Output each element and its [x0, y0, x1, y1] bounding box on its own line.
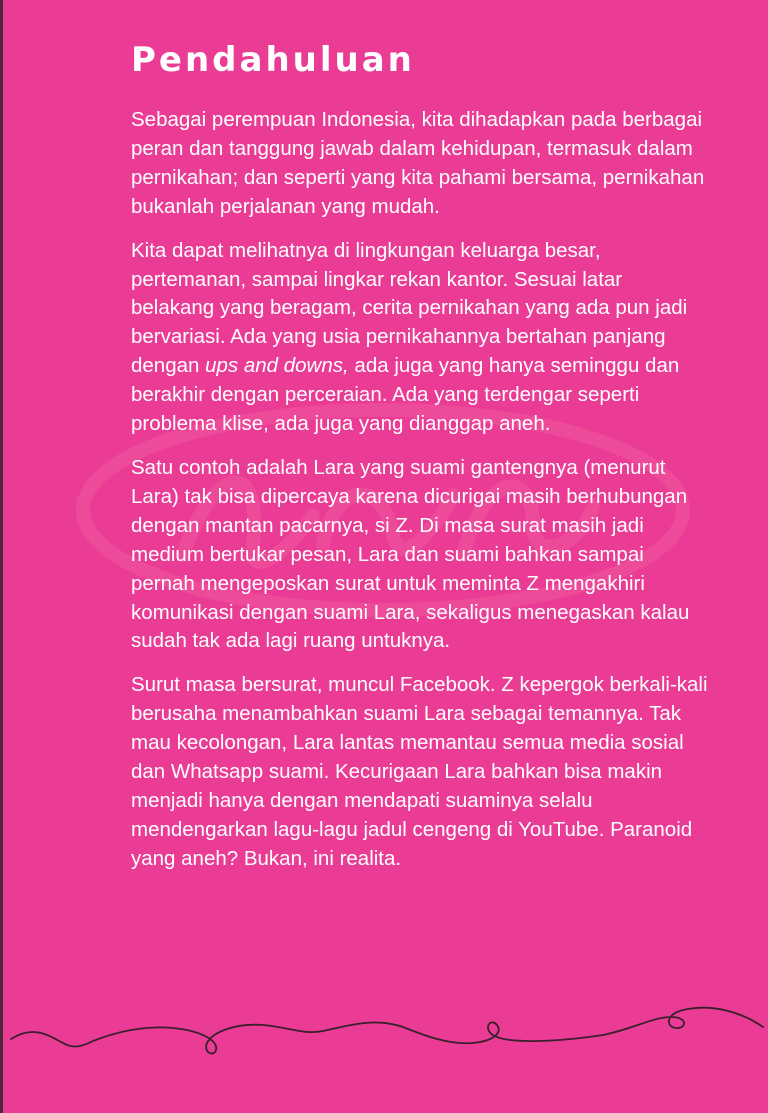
paragraph-2-text-end: ada juga yang hanya seminggu dan berakhir dengan perceraian. Ada yang terdengar seperti problema klise, ada juga yang dianggap aneh.: [131, 354, 680, 436]
paragraph-2: [131, 237, 711, 439]
decorative-squiggle-line: [3, 995, 768, 1065]
body-text: [131, 106, 711, 889]
paragraph-4: Surut masa bersurat, muncul Facebook. Z kepergok berkali-kali berusaha menambahkan suami Lara sebagai temannya. Tak mau kecolongan, Lara lantas memantau semua media sosial dan Whatsapp suami. Kecurigaan Lara bahkan bisa makin menjadi hanya dengan mendapati suaminya selalu mendengarkan lagu-lagu jadul cengeng di YouTube. Paranoid yang aneh? Bukan, ini realita.: [131, 673, 708, 870]
paragraph-2-italic-phrase: ups and downs,: [205, 354, 349, 378]
paragraph-1: Sebagai perempuan Indonesia, kita dihadapkan pada berbagai peran dan tanggung jawab dalam kehidupan, termasuk dalam pernikahan; dan seperti yang kita pahami bersama, pernikahan bukanlah perjalanan yang mudah.: [131, 108, 705, 218]
paragraph-2-text-start: Kita dapat melihatnya di lingkungan keluarga besar, pertemanan, sampai lingkar rekan kantor. Sesuai latar belakang yang beragam, cerita pernikahan yang ada pun jadi bervariasi. Ada yang usia pernikahannya bertahan panjang dengan: [131, 238, 688, 378]
paragraph-3: Satu contoh adalah Lara yang suami gantengnya (menurut Lara) tak bisa dipercaya karena dicurigai masih berhubungan dengan mantan pacarnya, si Z. Di masa surat masih jadi medium bertukar pesan, Lara dan suami bahkan sampai pernah mengeposkan surat untuk meminta Z mengakhiri komunikasi dengan suami Lara, sekaligus menegaskan kalau sudah tak ada lagi ruang untuknya.: [131, 455, 690, 653]
page-title: Pendahuluan: [131, 40, 415, 80]
